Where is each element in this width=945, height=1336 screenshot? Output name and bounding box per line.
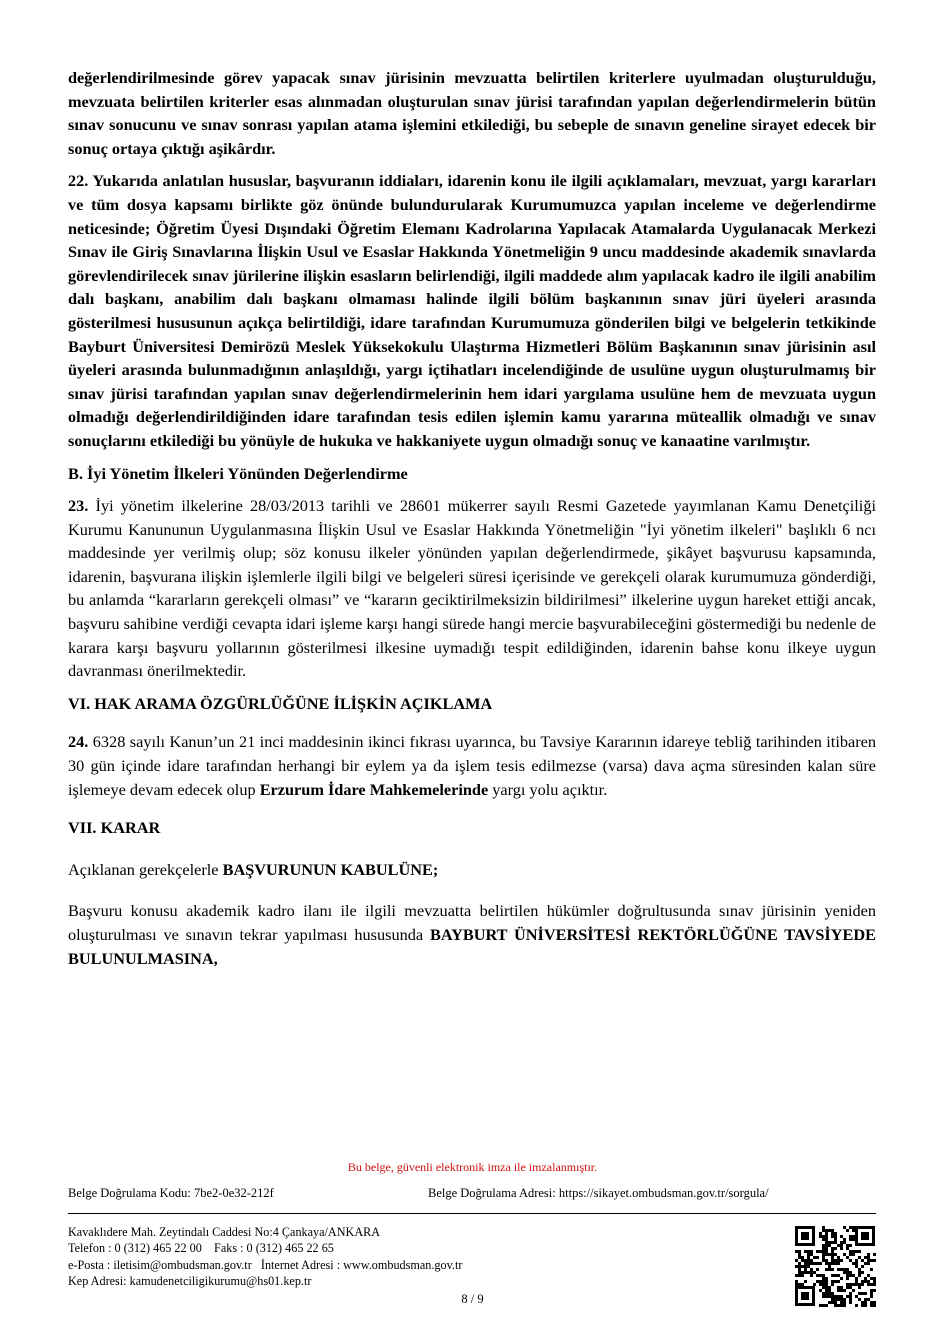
footer-kep-address: Kep Adresi: kamudenetciligikurumu@hs01.kep.tr: [68, 1273, 312, 1288]
karar-2-text: Başvuru konusu akademik kadro ilanı ile ilgili mevzuatta belirtilen hükümler doğrultusunda sınav jürisinin yeniden oluşturulması ve sınavın tekrar yapılması hususunda: [68, 901, 876, 944]
page-number: 8 / 9: [461, 1292, 484, 1306]
paragraph-22: 22. Yukarıda anlatılan hususlar, başvuranın iddiaları, idarenin konu ile ilgili açıklamaları, mevzuat, yargı kararları ve tüm dosya kapsamı birlikte göz önünde bulundurularak Kurumumuzca yapılan inceleme ve değerlendirme neticesinde; Öğretim Üyesi Dışındaki Öğretim Elemanı Kadrolarına Yapılacak Atamalarda Uygulanacak Merkezi Sınav ile Giriş Sınavlarına İlişkin Usul ve Esaslar Hakkında Yönetmeliğin 9 uncu maddesinde akademik sınavlarda görevlendirilecek sınav jürilerine ilişkin esasların belirlendiği, ilgili maddede alım yapılacak kadro ile ilgili anabilim dalı başkanı, anabilim dalı başkanı olmaması halinde ilgili bölüm başkanının sınav jüri üyeleri arasında gösterilmesi hususunun açıkça belirtildiği, idare tarafından Kurumumuza gönderilen bilgi ve belgelerin tetkikinde Bayburt Üniversitesi Demirözü Meslek Yüksekokulu Ulaştırma Hizmetleri Bölüm Başkanının sınav jürisinin asıl üyeleri arasında bulunmadığının anlaşıldığı, yargı içtihatları incelendiğinde de usulüne uygun oluşturulmamış bir sınav jürisi tarafından yapılan sınav değerlendirmelerinin hem idari yargılama usulüne hem de mevzuata uygun olmadığı değerlendirildiğinden idare tarafından tesis edilen işlemin kamu yararına müteallik olmadığı ve sınav sonuçlarını etkilediği bu yönüyle de hukuka ve hakkaniyete uygun olmadığı sonuç ve kanaatine varılmıştır.: [68, 171, 876, 450]
section-heading-b: B. İyi Yönetim İlkeleri Yönünden Değerlendirme: [68, 463, 408, 483]
paragraph-24: [68, 730, 876, 801]
karar-1-decision: BAŞVURUNUN KABULÜNE;: [222, 859, 439, 879]
document-body: [68, 66, 876, 970]
footer-phone-fax: Telefon : 0 (312) 465 22 00 Faks : 0 (312) 465 22 65: [68, 1241, 334, 1256]
paragraph-24-ending: yargı yolu açıktır.: [488, 779, 608, 799]
karar-1-text: Açıklanan gerekçelerle: [68, 859, 223, 879]
footer-divider: [68, 1213, 876, 1214]
paragraph-24-text: 6328 sayılı Kanun’un 21 inci maddesinin ikinci fıkrası uyarınca, bu Tavsiye Kararının idareye tebliğ tarihinden itibaren 30 gün içinde idare tarafından herhangi bir eylem ya da işlem tesis edilmezse (varsa) dava açma süresinden kalan süre işlemeye devam edecek olup: [68, 732, 876, 799]
section-heading-vi: VI. HAK ARAMA ÖZGÜRLÜĞÜNE İLİŞKİN AÇIKLAMA: [68, 693, 493, 713]
footer-address: Kavaklıdere Mah. Zeytindalı Caddesi No:4 Çankaya/ANKARA: [68, 1225, 381, 1239]
paragraph-23-number: 23.: [68, 496, 89, 516]
footer-contact: [68, 1224, 462, 1289]
e-signature-notice: Bu belge, güvenli elektronik imza ile imzalanmıştır.: [347, 1160, 598, 1174]
karar-paragraph-1: [68, 858, 876, 882]
section-heading-vii: VII. KARAR: [68, 818, 161, 838]
paragraph-24-number: 24.: [68, 732, 89, 752]
qr-code-icon: [793, 1224, 877, 1308]
paragraph-23-text: İyi yönetim ilkelerine 28/03/2013 tarihli ve 28601 mükerrer sayılı Resmi Gazetede yayımlanan Kamu Denetçiliği Kurumu Kanununun Uygulanmasına İlişkin Usul ve Esaslar Hakkında Yönetmeliğin "İyi yönetim ilkeleri" başlıklı 6 ncı maddesinde yer verilmiş olup; söz konusu ilkeler yönünden yapılan değerlendirmede, şikâyet başvurusu kapsamında, idarenin, başvurana ilişkin işlemlerle ilgili bilgi ve belgeleri süresi içerisinde ve gerekçeli olarak kurumumuza gönderdiği, bu anlamda “kararların gerekçeli olması” ve “kararın geciktirilmeksizin bildirilmesi” ilkelerine uygun hareket ettiği ancak, başvuru sahibine verdiği cevapta idari işleme karşı hangi sürede hangi mercie başvurabileceğini göstermediği bu nedenle de karara karşı başvuru yollarının gösterilmesi ilkesine uymadığı tespit edildiğinden, idarenin bahse konu ilkeye uygun davranması önerilmektedir.: [68, 496, 876, 681]
karar-paragraph-2: [68, 899, 876, 970]
verification-address: Belge Doğrulama Adresi: https://sikayet.ombudsman.gov.tr/sorgula/: [428, 1186, 769, 1200]
karar-2-decision: BAYBURT ÜNİVERSİTESİ REKTÖRLÜĞÜNE TAVSİYEDE BULUNULMASINA,: [68, 925, 876, 968]
verification-code: Belge Doğrulama Kodu: 7be2-0e32-212f: [68, 1186, 274, 1200]
paragraph-23: [68, 494, 876, 683]
court-name: Erzurum İdare Mahkemelerinde: [259, 779, 489, 799]
paragraph-continuation: değerlendirilmesinde görev yapacak sınav jürisinin mevzuatta belirtilen kriterlere uyulmadan oluşturulduğu, mevzuata belirtilen kriterler esas alınmadan oluşturulan sınav jürisi tarafından yapılan değerlendirmelerin bütün sınav sonucunu ve sınav sonrası yapılan atama işlemini etkilediği, bu sebeple de sınavın geneline sirayet edecek bir sonuç ortaya çıktığı aşikârdır.: [68, 68, 876, 158]
footer-email-web: e-Posta : iletisim@ombudsman.gov.tr İnternet Adresi : www.ombudsman.gov.tr: [68, 1257, 463, 1272]
